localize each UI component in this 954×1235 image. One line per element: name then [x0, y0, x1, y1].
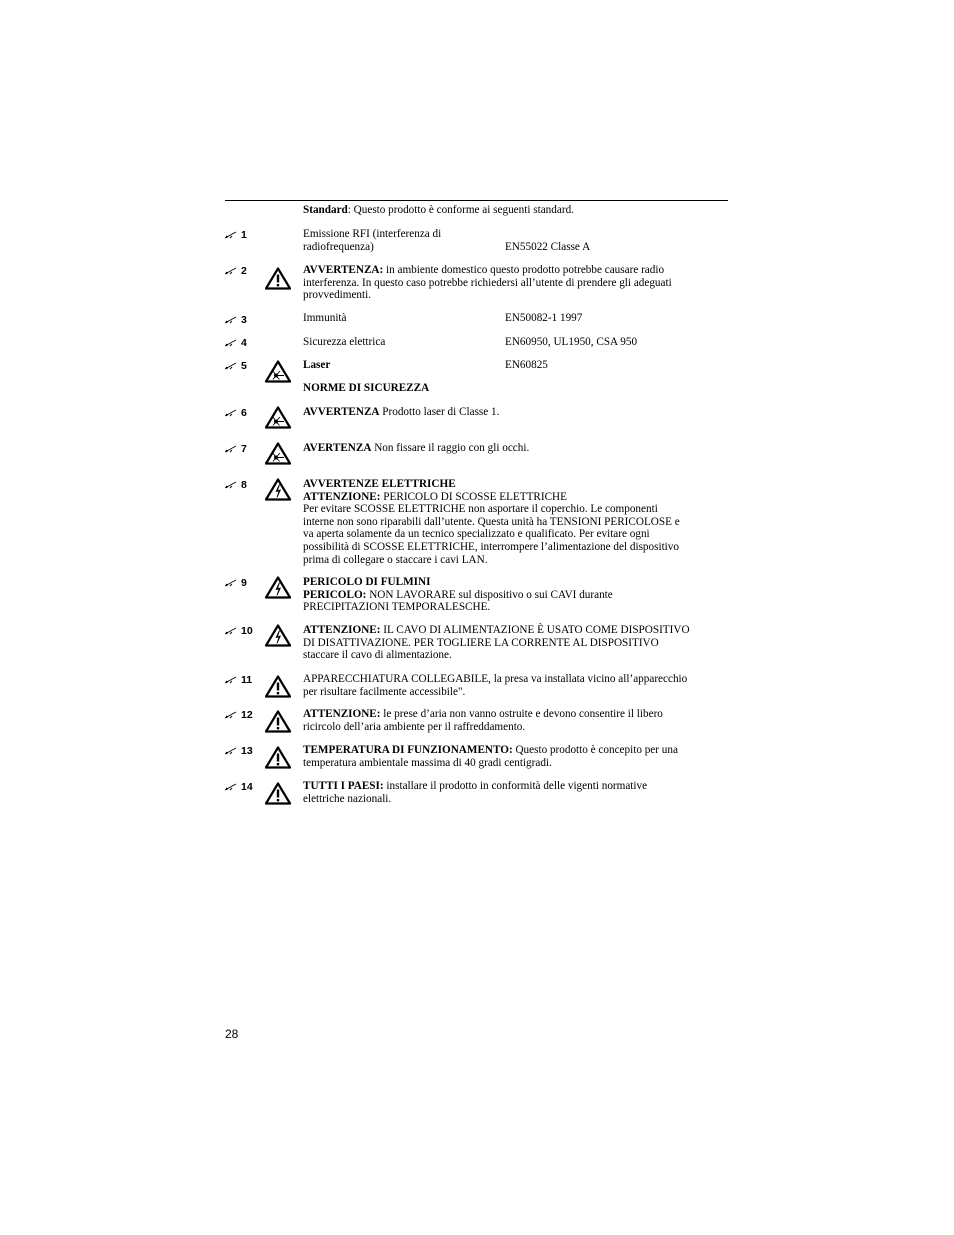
electrical-hazard-icon	[265, 576, 291, 599]
warning-icon	[265, 267, 291, 290]
pen-icon	[224, 627, 238, 635]
pen-icon	[224, 481, 238, 489]
item-number: 9	[224, 576, 247, 590]
item-number: 11	[224, 673, 252, 687]
item-number: 10	[224, 624, 253, 638]
pen-icon	[224, 445, 238, 453]
pen-icon	[224, 783, 238, 791]
laser-warning-icon	[265, 360, 291, 383]
item-number: 7	[224, 442, 247, 456]
item-number: 2	[224, 264, 247, 278]
warning-icon	[265, 782, 291, 805]
item-number: 5	[224, 359, 247, 373]
item-number: 3	[224, 313, 247, 327]
pen-icon	[224, 747, 238, 755]
item-number: 12	[224, 708, 253, 722]
top-rule	[225, 200, 728, 201]
standard-text: : Questo prodotto è conforme ai seguenti standard.	[347, 204, 574, 216]
warning-icon	[265, 746, 291, 769]
item-number: 8	[224, 478, 247, 492]
electrical-hazard-icon	[265, 624, 291, 647]
pen-icon	[224, 362, 238, 370]
item-number: 4	[224, 336, 247, 350]
section-heading: NORME DI SICUREZZA	[303, 382, 430, 394]
pen-icon	[224, 579, 238, 587]
item-value: EN60950, UL1950, CSA 950	[505, 336, 638, 348]
pen-icon	[224, 339, 238, 347]
pen-icon	[224, 409, 238, 417]
page-number: 28	[225, 1027, 239, 1041]
item-value: EN50082-1 1997	[505, 312, 583, 324]
warning-icon	[265, 675, 291, 698]
pen-icon	[224, 267, 238, 275]
pen-icon	[224, 316, 238, 324]
standard-intro	[303, 204, 729, 217]
standard-label: Standard	[303, 204, 348, 216]
laser-warning-icon	[265, 442, 291, 465]
item-number: 6	[224, 406, 247, 420]
electrical-hazard-icon	[265, 478, 291, 501]
pen-icon	[224, 231, 238, 239]
item-number: 1	[224, 228, 247, 242]
item-value: EN60825	[505, 359, 548, 371]
item-number: 13	[224, 744, 253, 758]
item-number: 14	[224, 780, 253, 794]
laser-warning-icon	[265, 406, 291, 429]
item-value: EN55022 Classe A	[505, 240, 591, 253]
warning-icon	[265, 710, 291, 733]
pen-icon	[224, 676, 238, 684]
pen-icon	[224, 711, 238, 719]
